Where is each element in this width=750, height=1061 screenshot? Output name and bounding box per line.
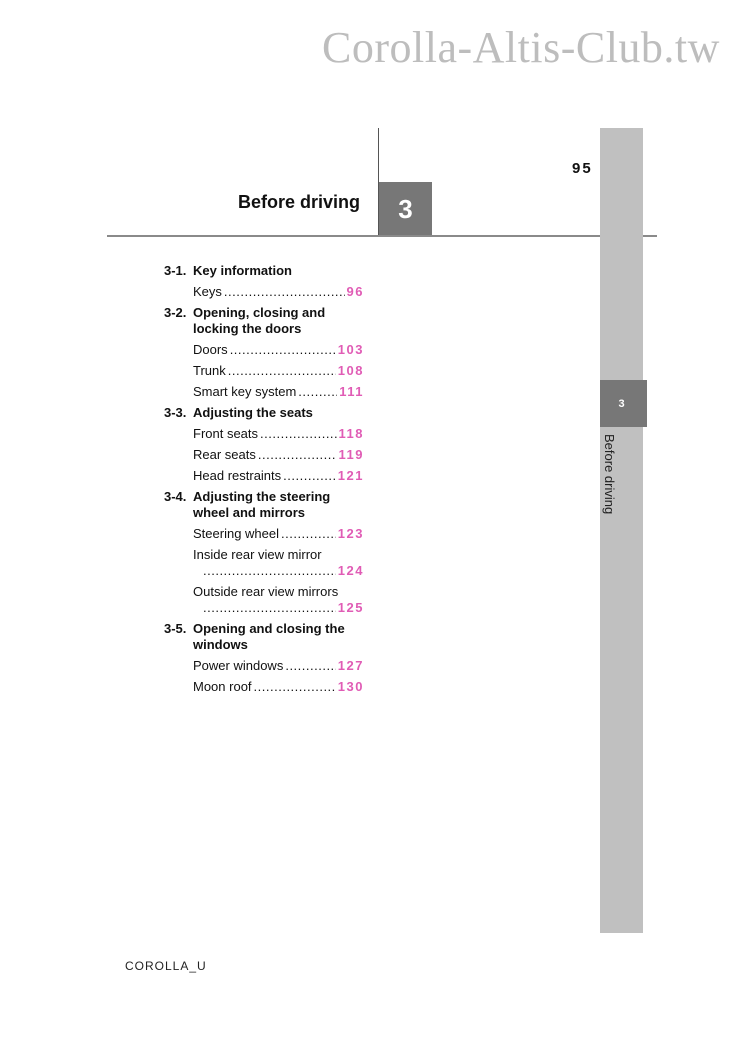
toc-page-link[interactable]: 108 xyxy=(337,363,364,378)
side-tab-number: 3 xyxy=(618,397,625,410)
toc-section-number: 3-5. xyxy=(164,621,187,636)
toc-entry-label: Steering wheel xyxy=(193,526,279,541)
toc-entry-label: Moon roof xyxy=(193,679,252,694)
toc-entry-rear-seats[interactable] xyxy=(193,447,364,463)
toc-entry-moon-roof[interactable] xyxy=(193,679,364,695)
toc-entry-keys[interactable] xyxy=(193,284,364,300)
toc-section-title: Opening, closing and locking the doors xyxy=(193,305,326,336)
toc-page-link[interactable]: 119 xyxy=(338,447,364,462)
toc-dot-leader xyxy=(228,363,336,379)
toc-section-3-1 xyxy=(164,263,364,279)
chapter-number-box xyxy=(379,182,432,236)
toc-entry-label: Rear seats xyxy=(193,447,256,462)
toc-entry-smart-key-system[interactable] xyxy=(193,384,364,400)
toc-entry-front-seats[interactable] xyxy=(193,426,364,442)
toc-dot-leader xyxy=(254,679,336,695)
toc-section-number: 3-2. xyxy=(164,305,187,320)
toc-dot-leader xyxy=(203,563,336,579)
toc-page-link[interactable]: 123 xyxy=(337,526,364,541)
toc-entry-label: Doors xyxy=(193,342,228,357)
toc-section-title: Adjusting the steering wheel and mirrors xyxy=(193,489,331,520)
toc-page-link[interactable]: 124 xyxy=(337,563,364,578)
toc-section-3-2 xyxy=(164,305,364,337)
chapter-number: 3 xyxy=(398,193,413,224)
toc-dot-leader xyxy=(224,284,345,300)
side-tab-label: Before driving xyxy=(602,434,617,515)
toc-entry-label: Inside rear view mirror xyxy=(193,547,322,562)
header-horizontal-rule xyxy=(107,235,657,237)
toc-entry-inside-rear-view-mirror[interactable] xyxy=(193,547,364,579)
toc-dot-leader xyxy=(285,658,335,674)
toc-dot-leader xyxy=(258,447,337,463)
toc-entry-label: Power windows xyxy=(193,658,284,673)
toc-page-link[interactable]: 103 xyxy=(337,342,364,357)
page-number: 95 xyxy=(572,160,593,177)
toc-entry-power-windows[interactable] xyxy=(193,658,364,674)
toc-entry-label: Front seats xyxy=(193,426,259,441)
toc-page-link[interactable]: 121 xyxy=(337,468,364,483)
toc-dot-leader xyxy=(230,342,336,358)
toc-entry-leader-row xyxy=(193,600,364,616)
toc-dot-leader xyxy=(298,384,337,400)
side-chapter-tab xyxy=(600,380,647,427)
toc-entry-steering-wheel[interactable] xyxy=(193,526,364,542)
toc-page-link[interactable]: 127 xyxy=(337,658,364,673)
toc-section-3-3 xyxy=(164,405,364,421)
toc-page-link[interactable]: 111 xyxy=(339,384,364,399)
toc-dot-leader xyxy=(283,468,336,484)
toc-section-number: 3-4. xyxy=(164,489,187,504)
toc-section-number: 3-1. xyxy=(164,263,187,278)
toc-entry-outside-rear-view-mirrors[interactable] xyxy=(193,584,364,616)
toc-page-link[interactable]: 130 xyxy=(337,679,364,694)
toc-section-title: Adjusting the seats xyxy=(193,405,313,420)
toc-page-link[interactable]: 118 xyxy=(338,426,364,441)
toc-dot-leader xyxy=(281,526,336,542)
toc-page-link[interactable]: 96 xyxy=(346,284,364,299)
toc-entry-label: Outside rear view mirrors xyxy=(193,584,339,599)
toc-dot-leader xyxy=(203,600,336,616)
toc-section-title: Opening and closing the windows xyxy=(193,621,345,652)
toc-section-title: Key information xyxy=(193,263,292,278)
watermark: Corolla-Altis-Club.tw xyxy=(322,23,720,72)
toc-entry-label: Trunk xyxy=(193,363,226,378)
toc-entry-label: Smart key system xyxy=(193,384,297,399)
toc-entry-label: Head restraints xyxy=(193,468,282,483)
toc-entry-doors[interactable] xyxy=(193,342,364,358)
toc-dot-leader xyxy=(260,426,336,442)
toc-entry-trunk[interactable] xyxy=(193,363,364,379)
side-thumb-bar xyxy=(600,128,643,933)
table-of-contents xyxy=(164,263,364,700)
footer-code: COROLLA_U xyxy=(125,959,207,973)
toc-section-3-5 xyxy=(164,621,364,653)
section-title: Before driving xyxy=(237,192,360,212)
toc-entry-head-restraints[interactable] xyxy=(193,468,364,484)
toc-section-3-4 xyxy=(164,489,364,521)
toc-section-number: 3-3. xyxy=(164,405,187,420)
toc-entry-leader-row xyxy=(193,563,364,579)
toc-entry-label: Keys xyxy=(193,284,222,299)
toc-page-link[interactable]: 125 xyxy=(337,600,364,615)
